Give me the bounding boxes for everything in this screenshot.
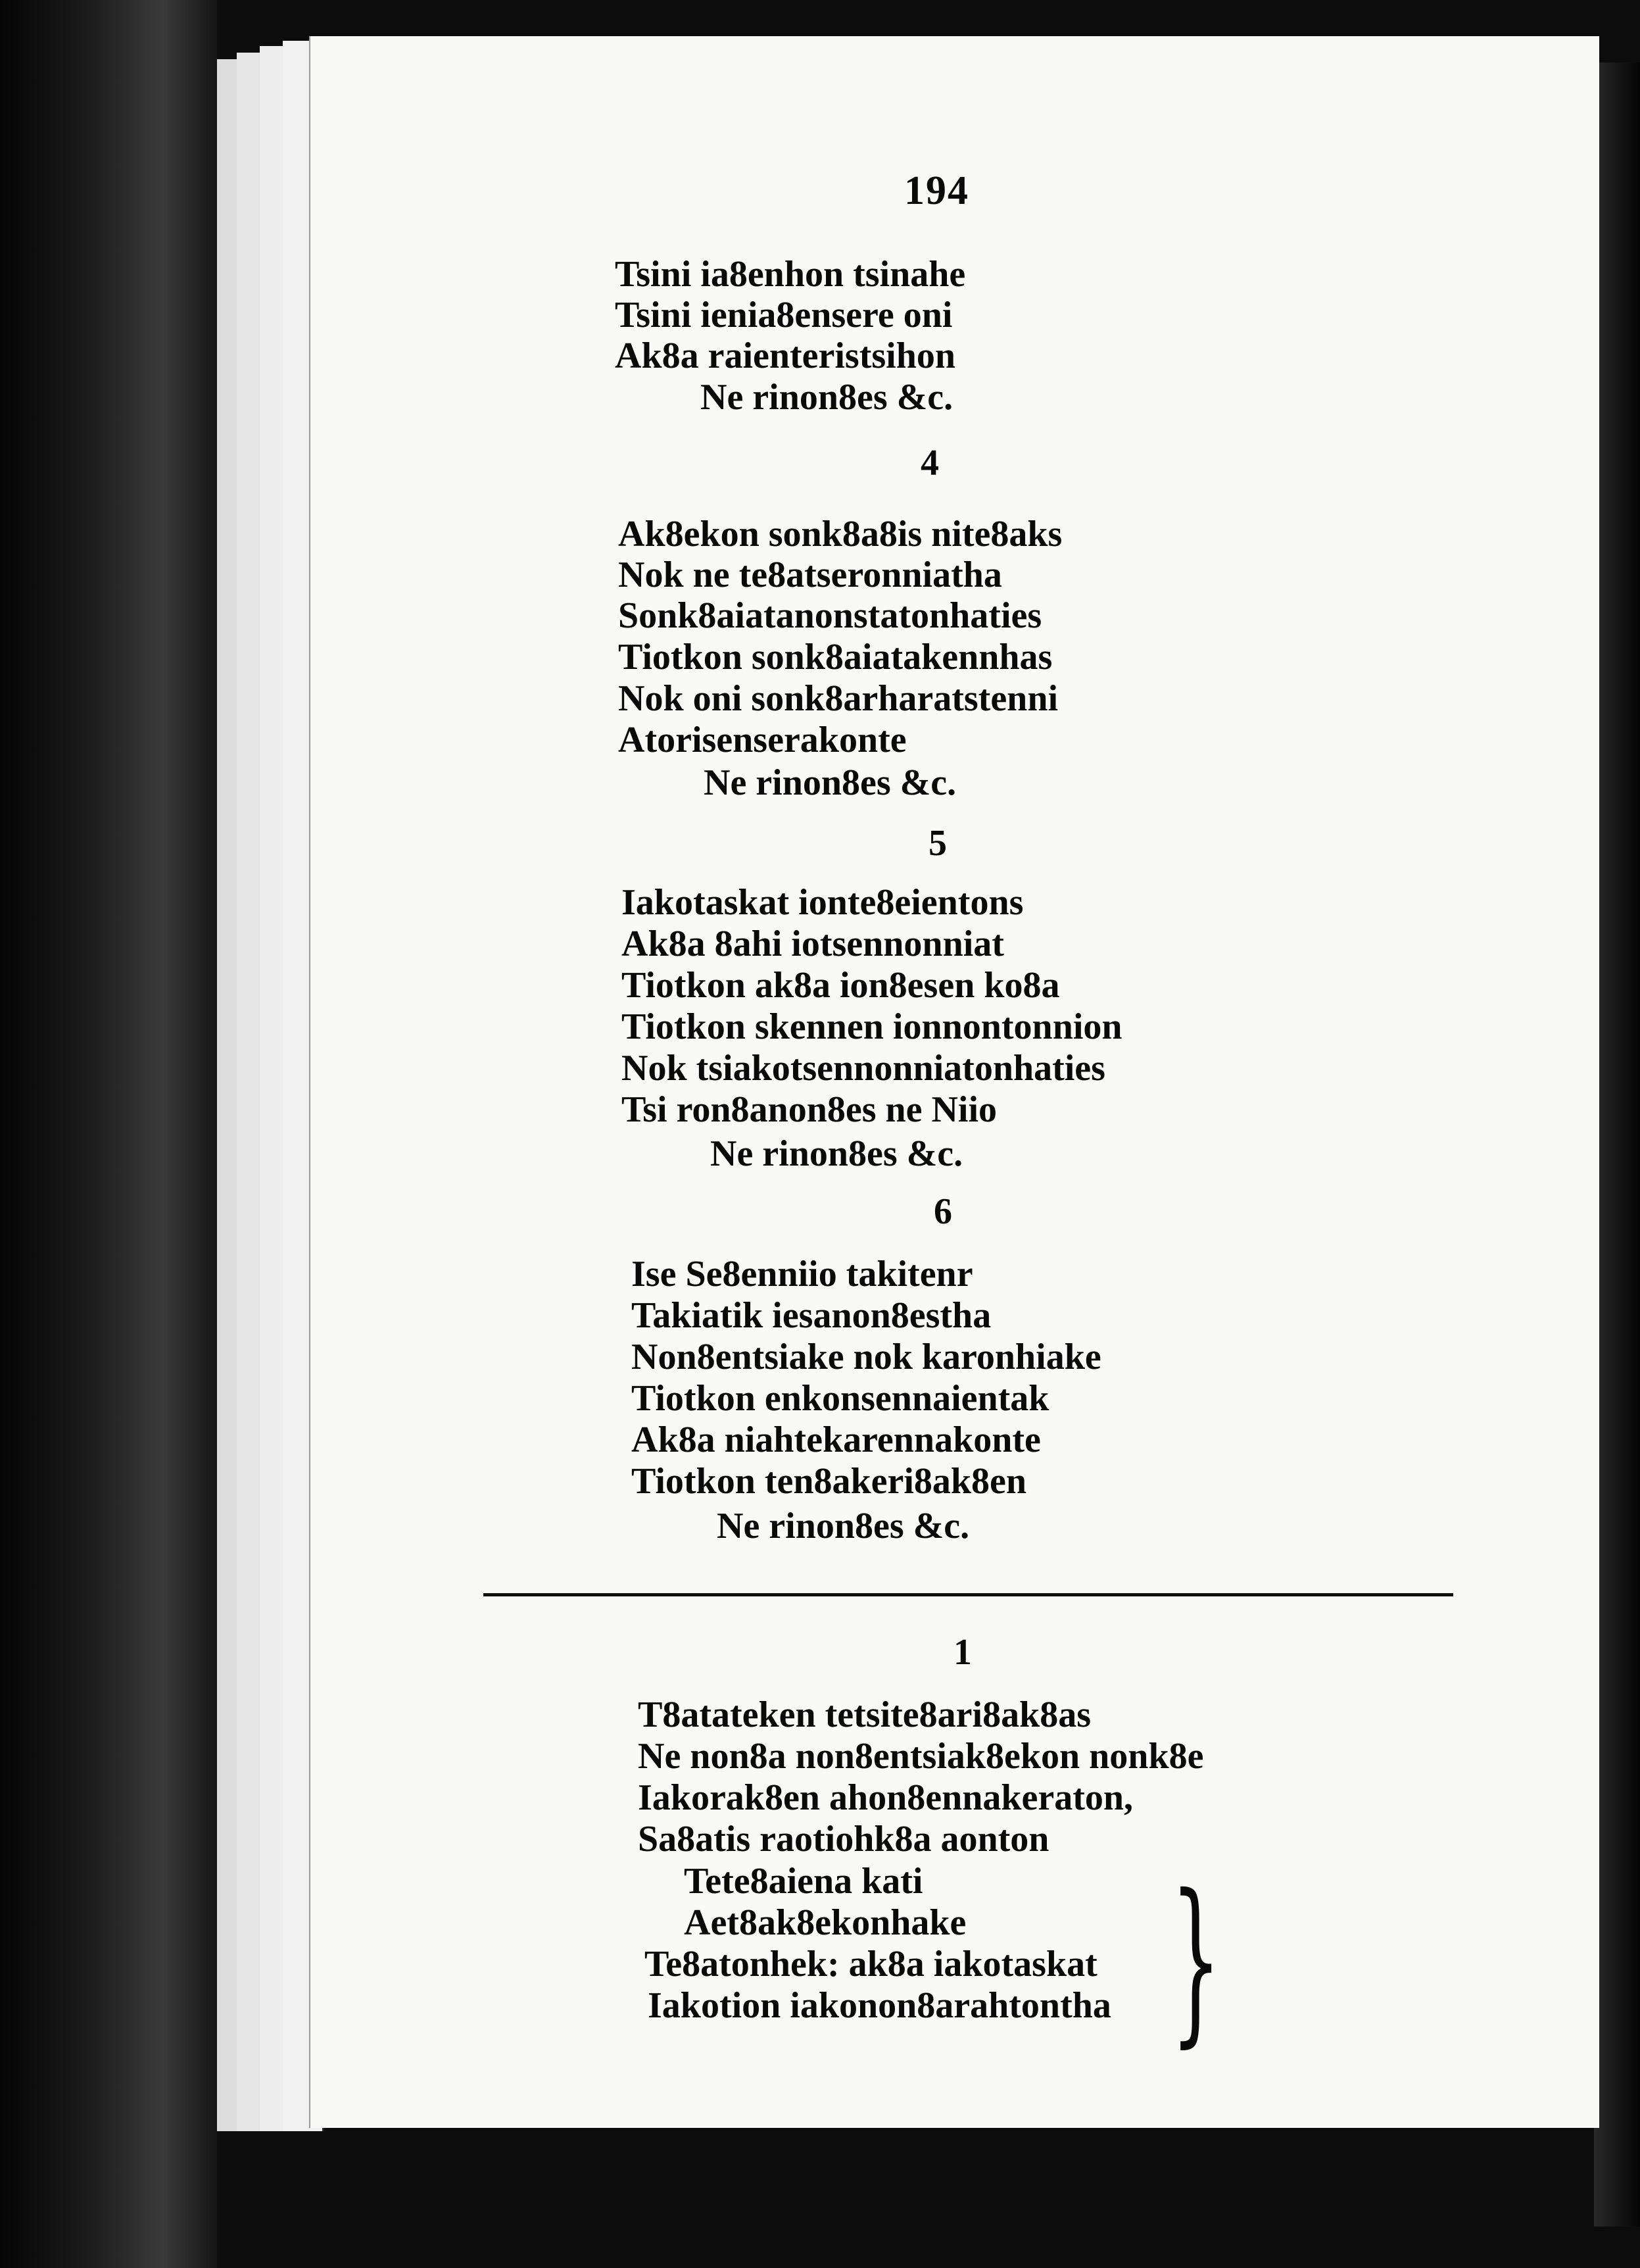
- stanza-number: 5: [929, 823, 947, 864]
- refrain-line: Ne rinon8es &c.: [710, 1133, 963, 1174]
- refrain-line: Ne rinon8es &c.: [700, 377, 953, 418]
- book-cover-edge: [1594, 62, 1640, 2227]
- verse-line: T8atateken tetsite8ari8ak8as: [638, 1694, 1092, 1735]
- verse-line: Tiotkon enkonsennaientak: [631, 1378, 1049, 1419]
- verse-line: Sonk8aiatanonstatonhaties: [618, 595, 1042, 636]
- refrain-line: Ne rinon8es &c.: [717, 1506, 970, 1546]
- verse-line: Iakotaskat ionte8eientons: [621, 882, 1024, 923]
- verse-line: Ise Se8enniio takitenr: [631, 1254, 973, 1294]
- verse-line: Atorisenserakonte: [618, 720, 907, 760]
- stanza-number: 4: [921, 443, 939, 483]
- verse-line: Tiotkon skennen ionnontonnion: [621, 1006, 1122, 1047]
- verse-line: Ak8a 8ahi iotsennonniat: [621, 924, 1004, 964]
- verse-line: Iakorak8en ahon8ennakeraton,: [638, 1777, 1134, 1818]
- verse-line: Nok ne te8atseronniatha: [618, 555, 1002, 595]
- verse-line: Te8atonhek: ak8a iakotaskat: [644, 1944, 1097, 1985]
- verse-line: Tsi ron8anon8es ne Niio: [621, 1089, 998, 1130]
- stanza-number: 6: [934, 1191, 952, 1232]
- verse-line: Nok tsiakotsennonniatonhaties: [621, 1048, 1105, 1089]
- verse-line: Tsini ienia8ensere oni: [615, 295, 953, 335]
- verse-line: Ne non8a non8entsiak8ekon nonk8e: [638, 1736, 1204, 1777]
- refrain-line: Ne rinon8es &c.: [704, 762, 957, 803]
- verse-line: Tsini ia8enhon tsinahe: [615, 254, 966, 295]
- verse-line: Ak8a raienteristsihon: [615, 335, 955, 376]
- verse-line: Tiotkon sonk8aiatakennhas: [618, 637, 1053, 678]
- verse-line: Tete8aiena kati: [684, 1861, 923, 1902]
- stanza-number: 1: [953, 1632, 972, 1673]
- section-divider: [483, 1593, 1453, 1596]
- verse-line: Tiotkon ten8akeri8ak8en: [631, 1461, 1027, 1502]
- verse-line: Aet8ak8ekonhake: [684, 1902, 967, 1943]
- verse-line: Ak8a niahtekarennakonte: [631, 1419, 1041, 1460]
- verse-line: Ak8ekon sonk8a8is nite8aks: [618, 514, 1063, 555]
- page-number: 194: [904, 168, 969, 213]
- verse-line: Sa8atis raotiohk8a aonton: [638, 1819, 1049, 1860]
- verse-line: Nok oni sonk8arharatstenni: [618, 678, 1059, 719]
- book-spine: [0, 0, 217, 2268]
- verse-line: Non8entsiake nok karonhiake: [631, 1337, 1101, 1377]
- verse-line: Tiotkon ak8a ion8esen ko8a: [621, 965, 1060, 1006]
- verse-line: Takiatik iesanon8estha: [631, 1295, 992, 1336]
- right-brace: }: [1170, 1856, 1222, 2063]
- verse-line: Iakotion iakonon8arahtontha: [648, 1985, 1111, 2026]
